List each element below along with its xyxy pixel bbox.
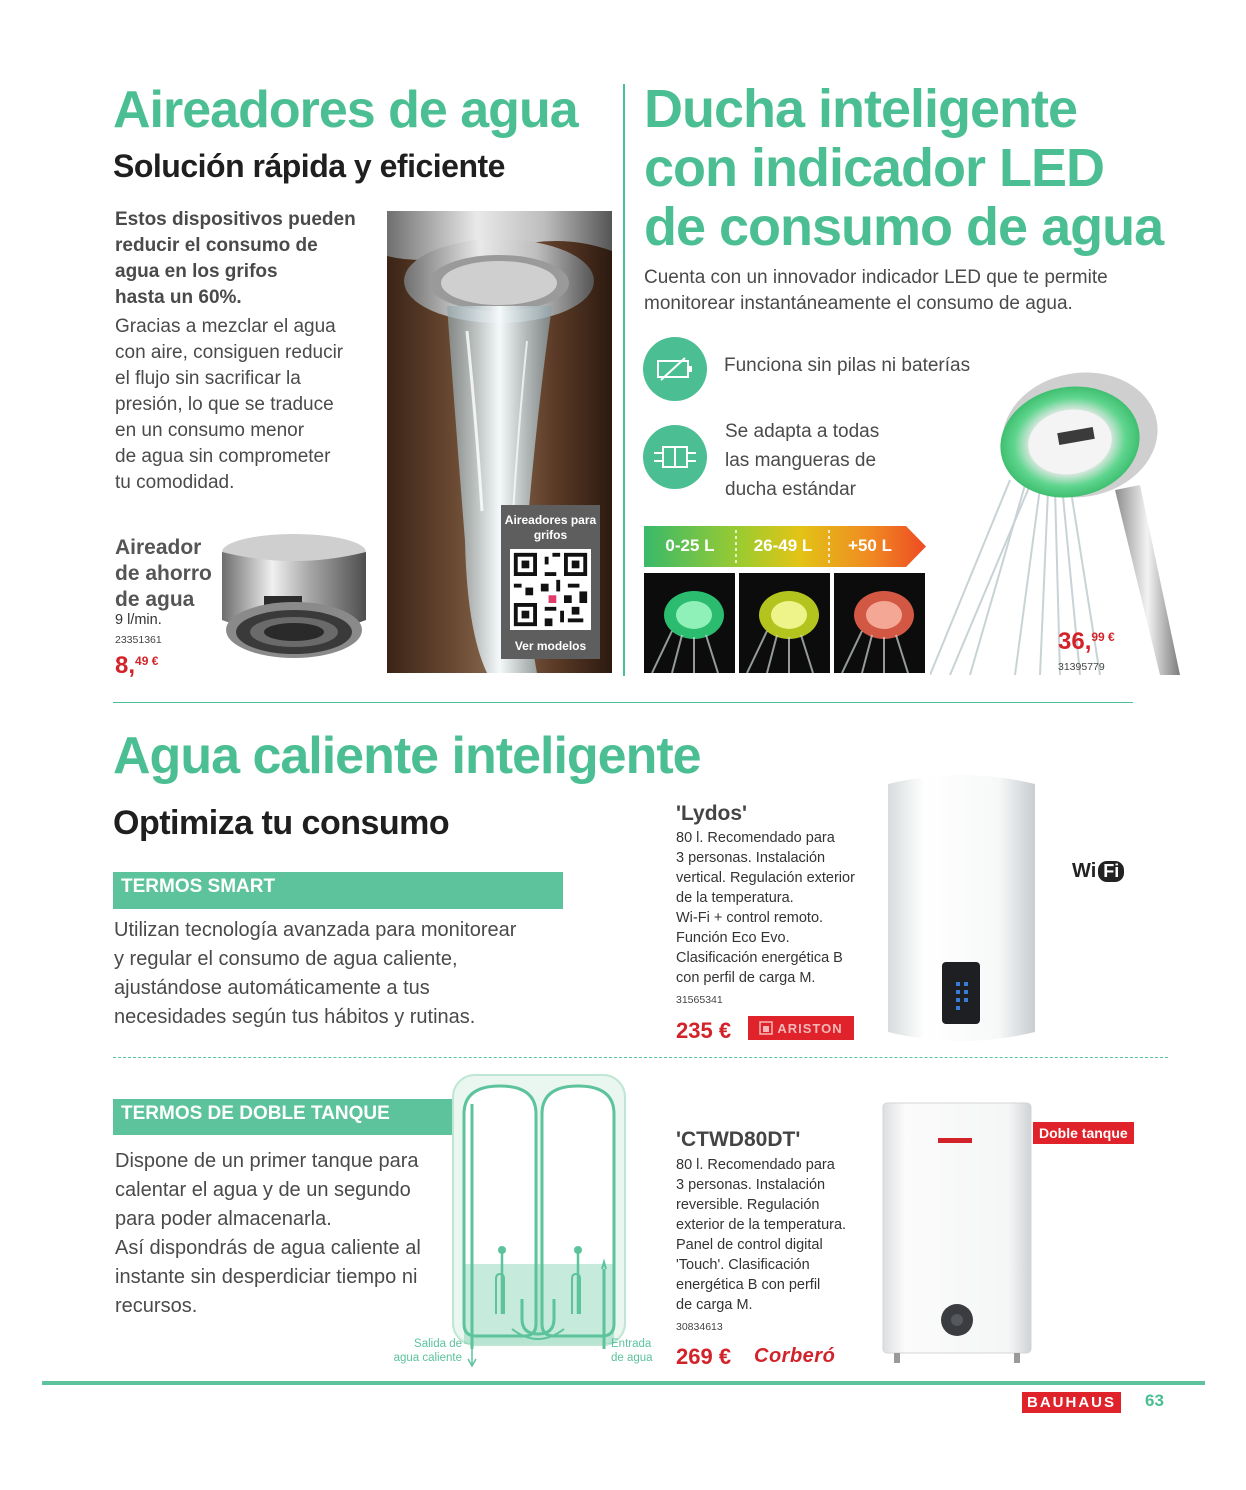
scale-low: 0-25 L [665, 536, 715, 555]
termos-smart-label: TERMOS SMART [113, 872, 563, 909]
body-line: el flujo sin sacrificar la [115, 368, 301, 389]
title-line: con indicador LED [644, 138, 1105, 198]
no-battery-icon [643, 337, 707, 401]
desc-line: 80 l. Recomendado para [676, 1157, 835, 1173]
text-line: ajustándose automáticamente a tus [114, 977, 430, 999]
desc-line: vertical. Regulación exterior [676, 870, 855, 886]
intro-line: reducir el consumo de [115, 235, 318, 256]
title-line: de consumo de agua [644, 197, 1164, 257]
dashed-separator [113, 1057, 1168, 1058]
desc-line: Wi-Fi + control remoto. [676, 910, 824, 926]
desc-line: Cuenta con un innovador indicador LED que te permite [644, 267, 1108, 288]
water-in-label [611, 1337, 653, 1365]
qr-pattern [510, 549, 591, 630]
price-int: 8, [115, 652, 136, 679]
bauhaus-logo: BAUHAUS [1022, 1392, 1121, 1413]
agua-caliente-subtitle: Optimiza tu consumo [113, 804, 450, 842]
faucet-photo [387, 211, 612, 673]
desc-line: de la temperatura. [676, 890, 794, 906]
desc-line: Clasificación energética B [676, 950, 843, 966]
label-line: agua caliente [393, 1352, 462, 1364]
feature-no-battery: Funciona sin pilas ni baterías [724, 355, 971, 376]
feature-line: ducha estándar [725, 479, 856, 500]
body-line: presión, lo que se traduce [115, 394, 334, 415]
ctwd-boiler-photo [880, 1102, 1035, 1364]
termos-doble-label: TERMOS DE DOBLE TANQUE [113, 1099, 455, 1135]
qr-cta[interactable]: Ver modelos [514, 639, 587, 653]
ariston-logo [748, 1016, 854, 1040]
termos-smart-text [114, 916, 516, 1032]
hot-water-out-label [386, 1337, 462, 1365]
text-line: calentar el agua y de un segundo [115, 1179, 411, 1201]
name-line: Aireador [115, 536, 202, 559]
text-line: Dispone de un primer tanque para [115, 1150, 419, 1172]
led-thumb-red [834, 573, 925, 673]
label-line: Salida de [414, 1338, 462, 1350]
text-line: instante sin desperdiciar tiempo ni [115, 1266, 418, 1288]
wifi-logo-fi: Fi [1098, 861, 1124, 882]
body-line: tu comodidad. [115, 472, 235, 493]
section-separator [113, 702, 1133, 703]
hose-adapter-icon [643, 425, 707, 489]
text-line: para poder almacenarla. [115, 1208, 332, 1230]
price-dec: 99 € [1091, 630, 1115, 644]
aireadores-intro-bold [115, 207, 356, 311]
desc-line: reversible. Regulación [676, 1197, 820, 1213]
ctwd-sku: 30834613 [676, 1321, 723, 1333]
body-line: de agua sin comprometer [115, 446, 331, 467]
led-thumb-yellow [739, 573, 830, 673]
ducha-sku: 31395779 [1058, 661, 1105, 673]
text-line: necesidades según tus hábitos y rutinas. [114, 1006, 476, 1028]
desc-line: 3 personas. Instalación [676, 1177, 826, 1193]
body-line: con aire, consiguen reducir [115, 342, 344, 363]
desc-line: energética B con perfil [676, 1277, 821, 1293]
ctwd-desc [676, 1155, 846, 1315]
label-line: de agua [611, 1352, 653, 1364]
column-divider [623, 84, 625, 676]
desc-line: monitorear instantáneamente el consumo de agua. [644, 293, 1073, 314]
desc-line: de carga M. [676, 1297, 753, 1313]
qr-panel[interactable] [501, 505, 600, 659]
text-line: Utilizan tecnología avanzada para monitorear [114, 919, 517, 941]
text-line: y regular el consumo de agua caliente, [114, 948, 458, 970]
double-tank-diagram [452, 1074, 627, 1374]
intro-line: Estos dispositivos pueden [115, 209, 356, 230]
desc-line: Función Eco Evo. [676, 930, 790, 946]
page-number: 63 [1145, 1391, 1164, 1410]
ducha-title [644, 80, 1163, 257]
feature-adapter [725, 417, 879, 504]
aireador-sku: 23351361 [115, 634, 162, 646]
led-shower-green [644, 573, 735, 673]
aireador-photo [212, 530, 372, 670]
lydos-name: 'Lydos' [676, 802, 748, 825]
price-int: 36, [1058, 628, 1092, 655]
led-thumb-green [644, 573, 735, 673]
doble-tanque-badge: Doble tanque [1033, 1122, 1134, 1144]
lydos-sku: 31565341 [676, 994, 723, 1006]
ducha-desc [644, 265, 1108, 317]
aireador-name [115, 535, 212, 613]
body-line: en un consumo menor [115, 420, 305, 441]
ctwd-name: 'CTWD80DT' [676, 1128, 801, 1151]
ducha-price [1058, 628, 1115, 656]
scale-high: +50 L [848, 536, 892, 555]
text-line: Así dispondrás de agua caliente al [115, 1237, 421, 1259]
price-dec: 49 € [135, 654, 159, 668]
led-shower-yellow [739, 573, 830, 673]
desc-line: 'Touch'. Clasificación [676, 1257, 810, 1273]
ctwd-price: 269 € [676, 1344, 732, 1369]
name-line: de ahorro [115, 562, 212, 585]
qr-title: Aireadores para grifos [504, 513, 597, 542]
corbero-logo: Corberó [754, 1345, 836, 1367]
title-line: Ducha inteligente [644, 79, 1078, 139]
desc-line: 3 personas. Instalación [676, 850, 826, 866]
aireadores-subtitle: Solución rápida y eficiente [113, 148, 505, 184]
aireadores-intro-body [115, 314, 343, 496]
feature-line: las mangueras de [725, 450, 877, 471]
lydos-price: 235 € [676, 1018, 732, 1043]
aireadores-title: Aireadores de agua [113, 81, 578, 139]
qr-code-icon[interactable] [510, 549, 591, 630]
desc-line: exterior de la temperatura. [676, 1217, 847, 1233]
desc-line: 80 l. Recomendado para [676, 830, 835, 846]
ariston-mark-icon [759, 1021, 773, 1035]
lydos-desc [676, 828, 855, 988]
aireador-price [115, 652, 158, 680]
battery-crossed-icon [655, 354, 695, 384]
ariston-wordmark: ARISTON [777, 1020, 843, 1036]
shower-head-photo [930, 360, 1180, 675]
name-line: de agua [115, 588, 195, 611]
agua-caliente-title: Agua caliente inteligente [113, 727, 701, 785]
intro-line: agua en los grifos [115, 261, 278, 282]
connector-icon [653, 442, 697, 472]
feature-line: Se adapta a todas [725, 421, 880, 442]
led-shower-red [834, 573, 925, 673]
lydos-boiler-photo [884, 770, 1039, 1045]
footer-rule [42, 1381, 1205, 1385]
intro-line: hasta un 60%. [115, 287, 242, 308]
label-line: Entrada [611, 1338, 652, 1350]
scale-mid: 26-49 L [753, 536, 813, 555]
wifi-logo [1072, 860, 1124, 883]
body-line: Gracias a mezclar el agua [115, 316, 336, 337]
aireador-spec: 9 l/min. [115, 612, 162, 628]
wifi-logo-wi: Wi [1072, 860, 1097, 882]
desc-line: Panel de control digital [676, 1237, 823, 1253]
text-line: recursos. [115, 1295, 198, 1317]
desc-line: con perfil de carga M. [676, 970, 816, 986]
termos-doble-text [115, 1147, 421, 1321]
